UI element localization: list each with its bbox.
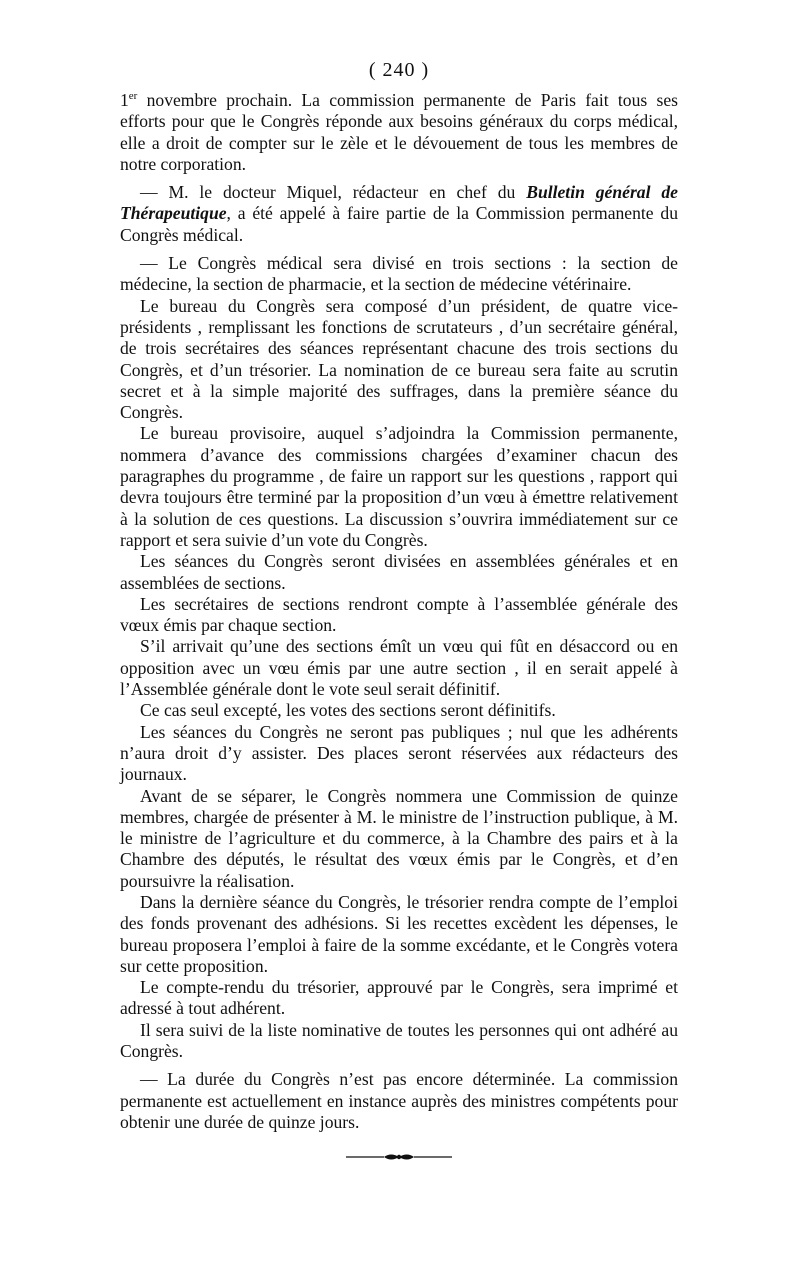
paragraph-duree: — La durée du Congrès n’est pas encore déterminée. La commission permanente est actuellement en instance auprès des ministres compétents pour obtenir une durée de quinze jours. <box>120 1069 678 1132</box>
paragraph-cas-excepte: Ce cas seul excepté, les votes des sections seront définitifs. <box>140 700 556 721</box>
paragraph-text: , a été appelé à faire partie de la Commission permanente du Congrès médical. <box>120 203 678 245</box>
paragraph-text: — M. le docteur Miquel, rédacteur en chef du <box>140 182 527 203</box>
ordinal-suffix: er <box>128 90 138 103</box>
paragraph-text: novembre prochain. La commission permanente de Paris fait tous ses efforts pour que le Congrès réponde aux besoins généraux du corps médical, elle a droit de compter sur le zèle et le dévouement de tous les membres de notre corporation. <box>120 90 678 174</box>
paragraph-bureau-provisoire: Le bureau provisoire, auquel s’adjoindra la Commission permanente, nommera d’avance des commissions chargées d’examiner chacun des paragraphes du programme , de faire un rapport sur les questions , rapport qui devra toujours être terminé par la proposition d’un vœu à émettre relativement à la solution de ces questions. La discussion s’ouvrira immédiatement sur ce rapport et sera suivie d’un vote du Congrès. <box>120 423 678 550</box>
end-ornament-icon <box>344 1151 454 1163</box>
paragraph-continuation <box>120 90 678 175</box>
paragraph-publiques: Les séances du Congrès ne seront pas publiques ; nul que les adhérents n’aura droit d’y assister. Des places seront réservées aux rédacteurs des journaux. <box>120 721 678 785</box>
paragraph-seances: Les séances du Congrès seront divisées en assemblées générales et en assemblées de sections. <box>120 551 678 593</box>
paragraph-secretaires: Les secrétaires de sections rendront compte à l’assemblée générale des vœux émis par chaque section. <box>120 593 678 636</box>
paragraph-sections: — Le Congrès médical sera divisé en trois sections : la section de médecine, la section de pharmacie, et la section de médecine vétérinaire. <box>120 253 678 295</box>
date-ordinal: 1 <box>120 90 129 110</box>
paragraph-miquel <box>120 182 678 246</box>
paragraph-commission: Avant de se séparer, le Congrès nommera une Commission de quinze membres, chargée de présenter à M. le ministre de l’instruction publique, à M. le ministre de l’agriculture et du commerce, à la Chambre des pairs et à la Chambre des députés, le résultat des vœux émis par le Congrès, et d’en poursuivre la réalisation. <box>120 785 678 891</box>
body-text <box>120 90 678 1133</box>
paragraph-liste: Il sera suivi de la liste nominative de toutes les personnes qui ont adhéré au Congrès. <box>120 1019 678 1062</box>
paragraph-compte-rendu: Le compte-rendu du trésorier, approuvé par le Congrès, sera imprimé et adressé à tout adhérent. <box>120 977 678 1019</box>
journal-title: Bulletin général de Thérapeutique <box>120 182 678 224</box>
paragraph-desaccord: S’il arrivait qu’une des sections émît un vœu qui fût en désaccord ou en opposition avec un vœu émis par une autre section , il en serait appelé à l’Assemblée générale dont le vote seul serait définitif. <box>120 636 678 700</box>
paragraph-bureau: Le bureau du Congrès sera composé d’un président, de quatre vice-présidents , remplissant les fonctions de scrutateurs , d’un secrétaire général, de trois secrétaires des séances représentant chacune des trois sections du Congrès, et d’un trésorier. La nomination de ce bureau sera faite au scrutin secret et à la simple majorité des suffrages, dans la première séance du Congrès. <box>120 295 678 423</box>
paragraph-tresorier: Dans la dernière séance du Congrès, le trésorier rendra compte de l’emploi des fonds provenant des adhésions. Si les recettes excèdent les dépenses, le bureau proposera l’emploi à faire de la somme excédante, et le Congrès votera sur cette proposition. <box>120 891 678 976</box>
page-number: ( 240 ) <box>368 59 430 81</box>
